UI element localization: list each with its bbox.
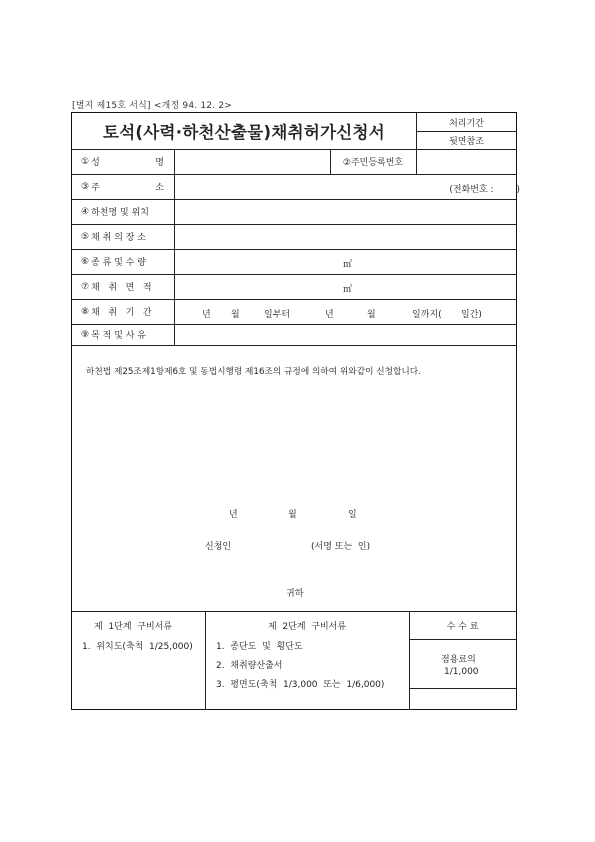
processing-period-value: 뒷면참조 (449, 136, 484, 147)
label-extraction-area: ⑦ 채 취 면 적 (81, 281, 152, 293)
phone-label: (전화번호 : ) (449, 185, 520, 195)
applicant-label: 신청인 (205, 542, 232, 552)
period-month-2: 월 (367, 310, 376, 320)
fee-title: 수 수 료 (446, 621, 479, 632)
stage1-docs-title: 제 1단계 구비서류 (94, 622, 173, 632)
period-from: 일부터 (264, 310, 291, 320)
label-resident-number: ②주민등록번호 (342, 158, 404, 168)
addressee-label: 귀하 (286, 589, 304, 599)
period-year-1: 년 (202, 310, 211, 320)
purpose-reason-field[interactable] (175, 325, 516, 345)
address-field[interactable] (175, 175, 520, 199)
stage1-doc-item: 1. 위치도(축척 1/25,000) (82, 642, 193, 652)
stage2-docs-title: 제 2단계 구비서류 (268, 622, 347, 632)
period-month-1: 월 (231, 310, 240, 320)
stage2-doc-item: 2. 채취량산출서 (216, 661, 283, 671)
label-river-location: ④ 하천명 및 위치 (81, 206, 149, 218)
label-extraction-site: ⑤ 채 취 의 장 소 (81, 231, 146, 243)
fee-value-line1: 점용료의 (441, 655, 476, 665)
name-field[interactable] (175, 150, 329, 174)
applicant-name-field[interactable] (242, 533, 308, 553)
application-statement: 하천법 제25조제1항제6호 및 동법시행령 제16조의 규정에 의하여 위와같이 신청합니다. (86, 367, 421, 377)
stage2-doc-item: 3. 평면도(축척 1/3,000 또는 1/6,000) (216, 680, 385, 690)
fee-value-line2: 1/1,000 (444, 667, 479, 677)
river-location-field[interactable] (175, 200, 516, 224)
processing-period-label: 처리기간 (449, 118, 484, 129)
form-number-note: [별지 제15호 서식] <개정 94. 12. 2> (72, 101, 233, 111)
stage2-doc-item: 1. 종단도 및 횡단도 (216, 642, 303, 652)
period-until: 일까지( (412, 310, 442, 320)
date-month: 월 (288, 510, 297, 520)
period-days: 일간) (461, 310, 482, 320)
date-day: 일 (348, 510, 357, 520)
label-address: ③ 주 소 (81, 181, 164, 193)
period-year-2: 년 (325, 310, 334, 320)
label-type-quantity: ⑥ 종 류 및 수 량 (81, 256, 146, 268)
signature-label: (서명 또는 인) (311, 542, 371, 552)
form-title: 토석(사력·하천산출물)채취허가신청서 (102, 123, 386, 142)
type-quantity-field[interactable] (175, 250, 516, 274)
extraction-site-field[interactable] (175, 225, 516, 249)
label-purpose-reason: ⑨ 목 적 및 사 유 (81, 329, 146, 341)
extraction-area-field[interactable] (175, 275, 516, 299)
unit-square-meter: ㎡ (343, 260, 353, 270)
resident-number-field[interactable] (417, 150, 516, 174)
label-extraction-period: ⑧ 채 취 기 간 (81, 306, 152, 318)
application-form (71, 112, 520, 710)
unit-square-meter: ㎡ (343, 285, 353, 295)
extraction-period-field[interactable] (175, 300, 516, 324)
label-name: ① 성 명 (81, 156, 164, 168)
date-year: 년 (229, 510, 238, 520)
